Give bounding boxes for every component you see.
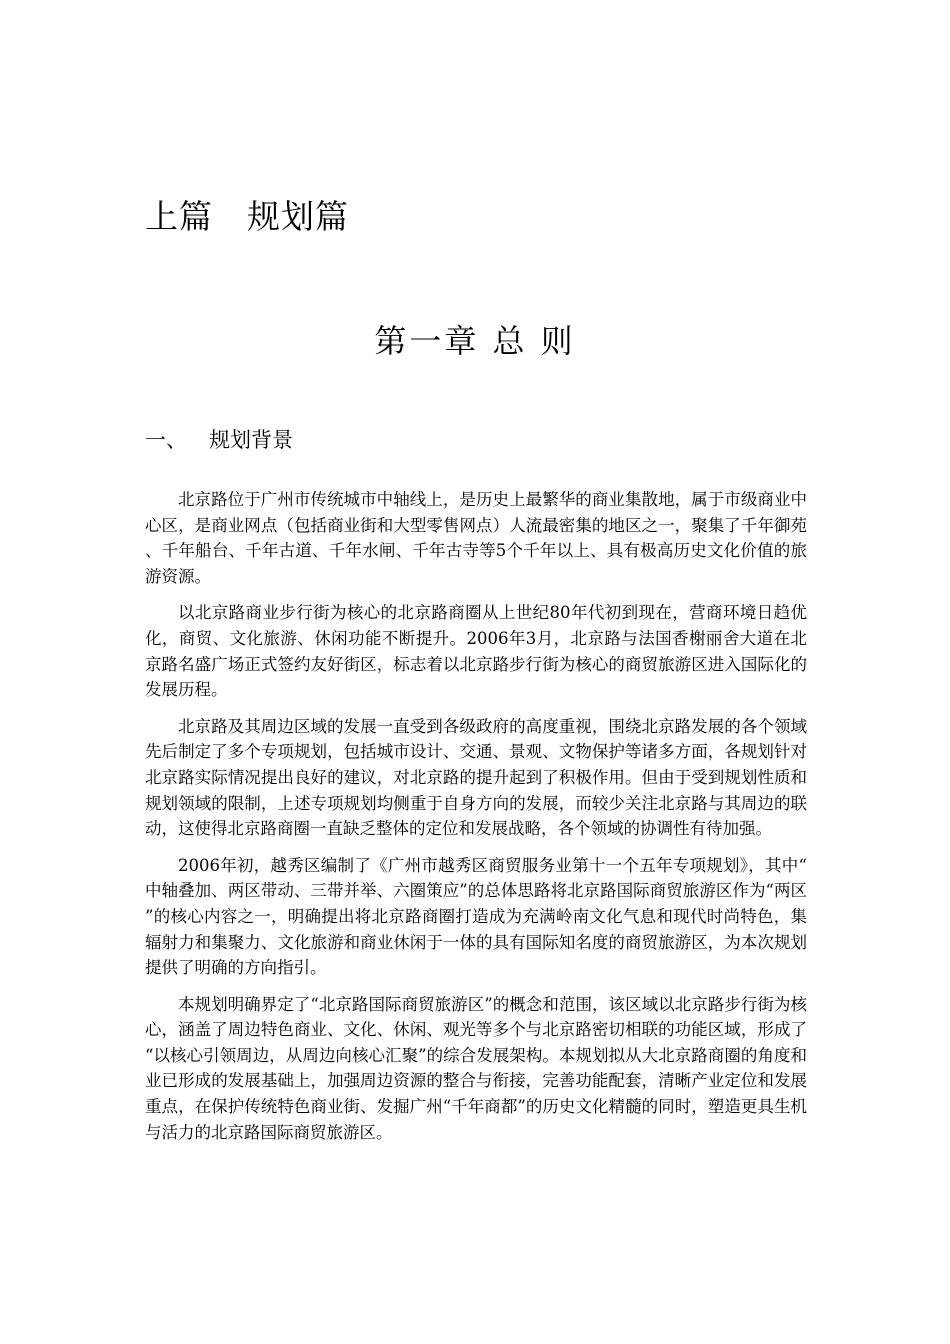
paragraph: 北京路及其周边区域的发展一直受到各级政府的高度重视，围绕北京路发展的各个领域先后制定了多个专项规划，包括城市设计、交通、景观、文物保护等诸多方面，各规划针对北京路实际情况提出良好的建议，对北京路的提升起到了积极作用。但由于受到规划性质和规划领域的限制，上述专项规划均侧重于自身方向的发展，而较少关注北京路与其周边的联动，这使得北京路商圈一直缺乏整体的定位和发展战略，各个领域的协调性有待加强。 xyxy=(145,716,807,839)
body-text xyxy=(145,487,807,1156)
section-title: 规划背景 xyxy=(209,428,293,452)
chapter-title: 第一章 总 则 xyxy=(374,322,576,360)
section-heading xyxy=(145,422,293,458)
paragraph: 北京路位于广州市传统城市中轴线上，是历史上最繁华的商业集散地，属于市级商业中心区，是商业网点（包括商业街和大型零售网点）人流最密集的地区之一，聚集了千年御苑、千年船台、千年古道、千年水闸、千年古寺等5个千年以上、具有极高历史文化价值的旅游资源。 xyxy=(145,490,807,586)
part-title: 上篇 规划篇 xyxy=(145,197,349,236)
section-number: 一、 xyxy=(145,428,187,452)
paragraph: 本规划明确界定了“北京路国际商贸旅游区”的概念和范围，该区域以北京路步行街为核心，涵盖了周边特色商业、文化、休闲、观光等多个与北京路密切相联的功能区域，形成了“以核心引领周边，从周边向核心汇聚”的综合发展架构。本规划拟从大北京路商圈的角度和业已形成的发展基础上，加强周边资源的整合与衔接，完善功能配套，清晰产业定位和发展重点，在保护传统特色商业街、发掘广州“千年商都”的历史文化精髓的同时，塑造更具生机与活力的北京路国际商贸旅游区。 xyxy=(145,994,807,1142)
paragraph: 2006年初，越秀区编制了《广州市越秀区商贸服务业第十一个五年专项规划》，其中“中轴叠加、两区带动、三带并举、六圈策应”的总体思路将北京路国际商贸旅游区作为“两区”的核心内容之一，明确提出将北京路商圈打造成为充满岭南文化气息和现代时尚特色，集辐射力和集聚力、文化旅游和商业休闲于一体的具有国际知名度的商贸旅游区，为本次规划提供了明确的方向指引。 xyxy=(145,855,807,978)
paragraph: 以北京路商业步行街为核心的北京路商圈从上世纪80年代初到现在，营商环境日趋优化，商贸、文化旅游、休闲功能不断提升。2006年3月，北京路与法国香榭丽舍大道在北京路名盛广场正式签约友好街区，标志着以北京路步行街为核心的商贸旅游区进入国际化的发展历程。 xyxy=(145,603,807,700)
